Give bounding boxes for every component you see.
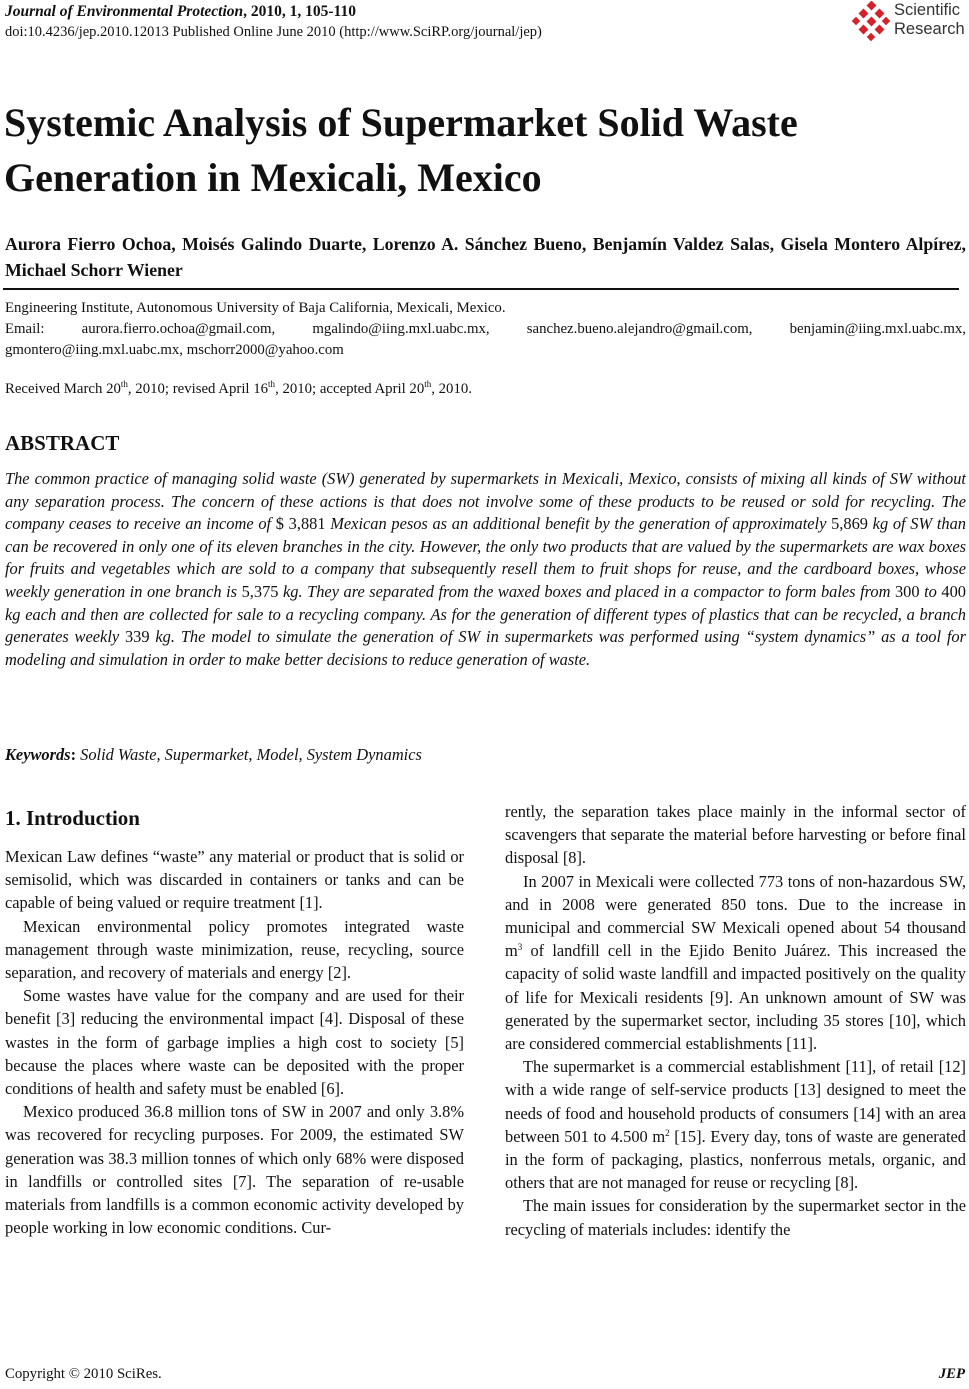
logo-diamond-2 (859, 9, 869, 19)
abstract-number: 300 (894, 581, 920, 601)
abstract-number: $ 3,881 (275, 514, 326, 534)
author-emails: Email: aurora.fierro.ochoa@gmail.com, mgalindo@iing.mxl.uabc.mx, sanchez.bueno.alejandro@gmail.com, benjamin@iing.mxl.uabc.mx, gmontero@iing.mxl.uabc.mx, mschorr2000@yahoo.com (5, 321, 966, 358)
logo-line-1: Scientific (894, 1, 961, 19)
abstract-number: 400 (941, 581, 966, 601)
received-text-2: , 2010; revised April 16 (127, 381, 269, 397)
logo-diamond-8 (875, 25, 885, 35)
keywords-colon: : (70, 745, 77, 764)
superscript: 2 (665, 1127, 670, 1138)
journal-volume-pages: , 2010, 1, 105-110 (243, 3, 356, 20)
paper-title: Systemic Analysis of Supermarket Solid Waste Generation in Mexicali, Mexico (4, 100, 798, 200)
received-sup-2: th (268, 379, 276, 389)
paragraph-text: of landfill cell in the Ejido Benito Juárez. This increased the capacity of solid waste landfill and impacted positively on the quality of life for Mexicali residents [9]. An unknown amount of SW was generated by the supermarket sector, including 35 stores [10], which are considered commercial establishments [11]. (505, 941, 966, 1054)
paragraph: rently, the separation takes place mainly in the informal sector of scavengers that separate the material before harvesting or before final disposal [8]. (505, 802, 966, 868)
left-column (5, 845, 464, 1239)
paragraph-text: The supermarket is a commercial establishment [11], of retail [12] with a wide range of self-service products [13] designed to meet the needs of food and household products of consumers [14] with an area between 501 to 4.500 m (505, 1057, 966, 1146)
keywords-text: Solid Waste, Supermarket, Model, System Dynamics (76, 745, 422, 764)
logo-diamond-9 (867, 33, 875, 41)
paragraph: Mexican Law defines “waste” any material or product that is solid or semisolid, which was discarded in containers or tanks and can be capable of being valued or require treatment [1]. (5, 847, 464, 913)
logo-diamond-3 (875, 9, 885, 19)
abstract-text: The common practice of managing solid waste ( (5, 469, 328, 488)
received-text-1: Received March 20 (5, 381, 121, 397)
logo-diamond-4 (852, 17, 860, 25)
journal-citation (5, 3, 356, 21)
doi-line: doi:10.4236/jep.2010.12013 Published Online June 2010 (http://www.SciRP.org/journal/jep) (5, 24, 542, 40)
journal-abbreviation: JEP (938, 1366, 965, 1382)
abstract-text: to (919, 581, 942, 601)
publisher-logo (852, 1, 969, 43)
abstract-text: kg of SW than can be recovered in only one of its eleven branches in the city. However, the only two products that are valued by the supermarkets are wax boxes for fruits and vegetables which are sold to a company that subsequently resell them to fruit shops for reuse, and the cardboard boxes, whose weekly generation in one branch is (5, 514, 966, 601)
abstract-text: ” as a tool for modeling and simulation in order to make better decisions to reduce generation of waste. (5, 627, 967, 669)
right-column (505, 800, 966, 1241)
abstract-text: kg each and then are collected for sale to a recycling company. As for the generation of different types of plastics that can be recycled, a branch generates weekly (5, 604, 966, 647)
logo-diamond-7 (859, 25, 869, 35)
paragraph: Mexico produced 36.8 million tons of SW in 2007 and only 3.8% was recovered for recycling purposes. For 2009, the estimated SW generation was 38.3 million tonnes of which only 68% were disposed in landfills or controlled sites [7]. The separation of re-usable materials from landfills is a common economic activity developed by people working in low economic conditions. Cur- (5, 1102, 464, 1238)
logo-diamond-6 (882, 17, 890, 25)
paragraph-text: [15]. Every day, tons of waste are generated in the form of packaging, plastics, nonferrous metals, organic, and others that are not managed for reuse or recycling [8]. (505, 1126, 966, 1193)
affiliation-block (5, 298, 966, 361)
keywords-label: Keywords (5, 745, 71, 764)
paragraph (505, 870, 966, 1056)
scirp-logo-icon (852, 1, 892, 43)
abstract-text: system dynamics (754, 627, 867, 647)
abstract-body (5, 468, 966, 671)
paragraph: Mexican environmental policy promotes integrated waste management through waste minimization, reuse, recycling, source separation, and recovery of materials and energy [2]. (5, 916, 464, 983)
logo-diamond-5 (867, 17, 877, 27)
title-divider (3, 288, 959, 290)
abstract-number: 339 (124, 627, 150, 647)
affiliation: Engineering Institute, Autonomous University of Baja California, Mexicali, Mexico. (5, 300, 506, 316)
journal-name: Journal of Environmental Protection (5, 3, 244, 20)
abstract-heading: ABSTRACT (5, 431, 120, 455)
paragraph: Some wastes have value for the company and are used for their benefit [3] reducing the environmental impact [4]. Disposal of these wastes in the form of garbage implies a high cost to society [5] because the places where waste can be deposited with the proper conditions of health and safety must be enabled [6]. (5, 986, 464, 1099)
received-sup-1: th (120, 379, 128, 389)
logo-wordmark (894, 1, 965, 39)
abstract-text: kg. They are separated from the waxed boxes and placed in a compactor to form bales from (278, 581, 895, 601)
abstract-number: 5,375 (241, 581, 279, 601)
superscript: 3 (517, 942, 523, 953)
logo-line-2: Research (894, 20, 965, 38)
received-sup-3: th (424, 379, 432, 389)
paragraph (505, 1055, 966, 1194)
abstract-text: ) generated by supermarkets in Mexicali, Mexico, consists of mixing all kinds of SW without any separation process. The concern of these actions is that does not involve some of these products to be reused or sold for recycling. The company ceases to receive an income of (5, 469, 966, 534)
received-text-3: , 2010; accepted April 20 (275, 381, 425, 397)
abstract-text: Mexican pesos as an additional benefit by the generation of approximately (325, 514, 832, 534)
copyright-notice: Copyright © 2010 SciRes. (5, 1366, 162, 1382)
received-dates (5, 381, 472, 398)
author-list: Aurora Fierro Ochoa, Moisés Galindo Duarte, Lorenzo A. Sánchez Bueno, Benjamín Valdez Salas, Gisela Montero Alpírez, Michael Schorr Wiener (5, 234, 966, 280)
keywords-line (5, 745, 422, 765)
abstract-text: SW (327, 469, 350, 488)
paragraph: The main issues for consideration by the supermarket sector in the recycling of materials includes: identify the (505, 1196, 966, 1239)
abstract-text: kg. The model to simulate the generation of SW in supermarkets was performed using “ (149, 627, 755, 647)
paragraph-text: In 2007 in Mexicali were collected 773 tons of non-hazardous SW, and in 2008 were generated 850 tons. Due to the increase in municipal and commercial SW Mexicali opened about 54 thousand m (505, 871, 966, 961)
section-heading: 1. Introduction (5, 806, 140, 830)
abstract-number: 5,869 (831, 514, 868, 534)
logo-diamond-1 (867, 1, 877, 10)
received-text-4: , 2010. (431, 381, 472, 397)
